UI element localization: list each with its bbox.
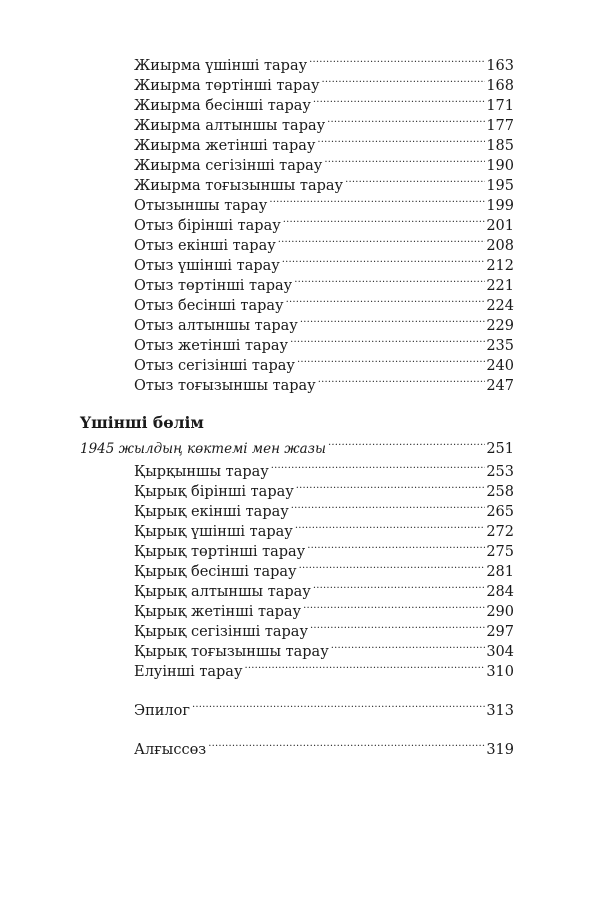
toc-entry-page: 258 (486, 484, 514, 500)
toc-entry (134, 110, 514, 134)
toc-entry-page: 319 (486, 742, 514, 758)
leader-dots (327, 110, 485, 130)
toc-entry-page: 290 (486, 604, 514, 620)
leader-dots (283, 210, 486, 230)
leader-dots (294, 270, 485, 290)
toc-entry-page: 297 (486, 624, 514, 640)
leader-dots (269, 190, 485, 210)
toc-entry-page: 195 (486, 178, 514, 194)
toc-entry (134, 556, 514, 580)
toc-entry-epilogue (134, 695, 514, 719)
toc-entry-page: 229 (486, 318, 514, 334)
toc-entry-page: 253 (486, 464, 514, 480)
toc-entry (134, 456, 514, 480)
toc-entry-label: Қырық жетінші тарау (134, 604, 302, 620)
leader-dots (295, 516, 486, 536)
toc-entry-page: 185 (486, 138, 514, 154)
toc-entry-page: 168 (486, 78, 514, 94)
toc-entry-label: Жиырма тоғызыншы тарау (134, 178, 344, 194)
toc-entry (134, 50, 514, 74)
toc-entry-label: Жиырма алтыншы тарау (134, 118, 326, 134)
toc-entry-label: Қырық бірінші тарау (134, 484, 294, 500)
toc-entry-label: Отыз тоғызыншы тарау (134, 378, 316, 394)
toc-entry (134, 536, 514, 560)
toc-entry-page: 163 (486, 58, 514, 74)
toc-entry-label: Алғыссөз (134, 742, 207, 758)
toc-entry (134, 350, 514, 374)
leader-dots (286, 290, 486, 310)
toc-entry-label: Эпилог (134, 703, 190, 719)
toc-entry-label: Отыз төртінші тарау (134, 278, 293, 294)
leader-dots (318, 370, 486, 390)
toc-entry-label: Қырық сегізінші тарау (134, 624, 308, 640)
leader-dots (331, 636, 486, 656)
toc-entry-page: 272 (486, 524, 514, 540)
leader-dots (282, 250, 486, 270)
leader-dots (313, 576, 485, 596)
toc-entry-page: 304 (486, 644, 514, 660)
toc-entry-label: Отыз екінші тарау (134, 238, 276, 254)
toc-entry-label: Отыз алтыншы тарау (134, 318, 298, 334)
leader-dots (313, 90, 485, 110)
toc-entry-page: 190 (486, 158, 514, 174)
toc-entry-page: 221 (486, 278, 514, 294)
leader-dots (271, 456, 486, 476)
toc-entry-label: Отыз бірінші тарау (134, 218, 281, 234)
toc-entry (134, 616, 514, 640)
toc-entry-page: 224 (486, 298, 514, 314)
toc-entry (134, 496, 514, 520)
toc-entry-page: 275 (486, 544, 514, 560)
toc-entry-label: Отыз бесінші тарау (134, 298, 284, 314)
toc-entry-page: 240 (486, 358, 514, 374)
toc-entry-page: 199 (486, 198, 514, 214)
leader-dots (208, 734, 485, 754)
leader-dots (324, 150, 485, 170)
toc-entry (134, 150, 514, 174)
leader-dots (299, 556, 486, 576)
toc-entry-page: 247 (486, 378, 514, 394)
leader-dots (300, 310, 486, 330)
leader-dots (278, 230, 486, 250)
part-subtitle-entry (80, 433, 514, 457)
toc-entry-label: Қырық тоғызыншы тарау (134, 644, 329, 660)
toc-entry-page: 201 (486, 218, 514, 234)
toc-entry-label: Отыз үшінші тарау (134, 258, 280, 274)
toc-entry-page: 177 (486, 118, 514, 134)
leader-dots (303, 596, 485, 616)
leader-dots (290, 330, 485, 350)
toc-entry (134, 90, 514, 114)
toc-entry (134, 576, 514, 600)
leader-dots (296, 476, 486, 496)
toc-entry-page: 265 (486, 504, 514, 520)
part-subtitle-page: 251 (486, 441, 514, 457)
leader-dots (322, 70, 486, 90)
toc-entry (134, 596, 514, 620)
toc-entry-label: Отызыншы тарау (134, 198, 268, 214)
toc-entry-label: Қырқыншы тарау (134, 464, 269, 480)
toc-entry-label: Отыз сегізінші тарау (134, 358, 295, 374)
toc-entry (134, 170, 514, 194)
toc-entry (134, 310, 514, 334)
toc-entry-page: 313 (486, 703, 514, 719)
toc-entry-label: Қырық бесінші тарау (134, 564, 297, 580)
toc-entry (134, 330, 514, 354)
toc-entry-label: Жиырма жетінші тарау (134, 138, 316, 154)
leader-dots (192, 695, 485, 715)
toc-entry-page: 171 (486, 98, 514, 114)
toc-entry (134, 656, 514, 680)
part-title: Үшінші бөлім (80, 413, 204, 432)
leader-dots (317, 130, 485, 150)
toc-entry (134, 370, 514, 394)
toc-entry (134, 130, 514, 154)
toc-entry-label: Қырық төртінші тарау (134, 544, 306, 560)
toc-entry-page: 284 (486, 584, 514, 600)
toc-entry-label: Жиырма сегізінші тарау (134, 158, 323, 174)
leader-dots (297, 350, 485, 370)
toc-entry (134, 516, 514, 540)
toc-entry (134, 290, 514, 314)
toc-entry-acknowledgements (134, 734, 514, 758)
leader-dots (310, 616, 485, 636)
toc-entry (134, 210, 514, 234)
toc-entry-label: Елуінші тарау (134, 664, 243, 680)
leader-dots (291, 496, 486, 516)
part-subtitle-label: 1945 жылдың көктемі мен жазы (80, 441, 327, 457)
toc-entry-label: Қырық алтыншы тарау (134, 584, 311, 600)
toc-entry-label: Қырық екінші тарау (134, 504, 289, 520)
leader-dots (328, 433, 485, 453)
toc-entry (134, 270, 514, 294)
toc-entry (134, 476, 514, 500)
toc-entry (134, 70, 514, 94)
toc-entry (134, 190, 514, 214)
toc-entry-label: Отыз жетінші тарау (134, 338, 289, 354)
toc-entry (134, 230, 514, 254)
leader-dots (244, 656, 485, 676)
leader-dots (345, 170, 485, 190)
leader-dots (307, 536, 485, 556)
toc-entry-page: 208 (486, 238, 514, 254)
toc-entry-label: Жиырма бесінші тарау (134, 98, 311, 114)
toc-entry-page: 281 (486, 564, 514, 580)
toc-entry-page: 310 (486, 664, 514, 680)
toc-entry-label: Жиырма төртінші тарау (134, 78, 320, 94)
toc-entry-label: Жиырма үшінші тарау (134, 58, 308, 74)
toc-entry-page: 212 (486, 258, 514, 274)
toc-entry (134, 250, 514, 274)
toc-entry (134, 636, 514, 660)
toc-entry-label: Қырық үшінші тарау (134, 524, 293, 540)
leader-dots (309, 50, 485, 70)
toc-entry-page: 235 (486, 338, 514, 354)
